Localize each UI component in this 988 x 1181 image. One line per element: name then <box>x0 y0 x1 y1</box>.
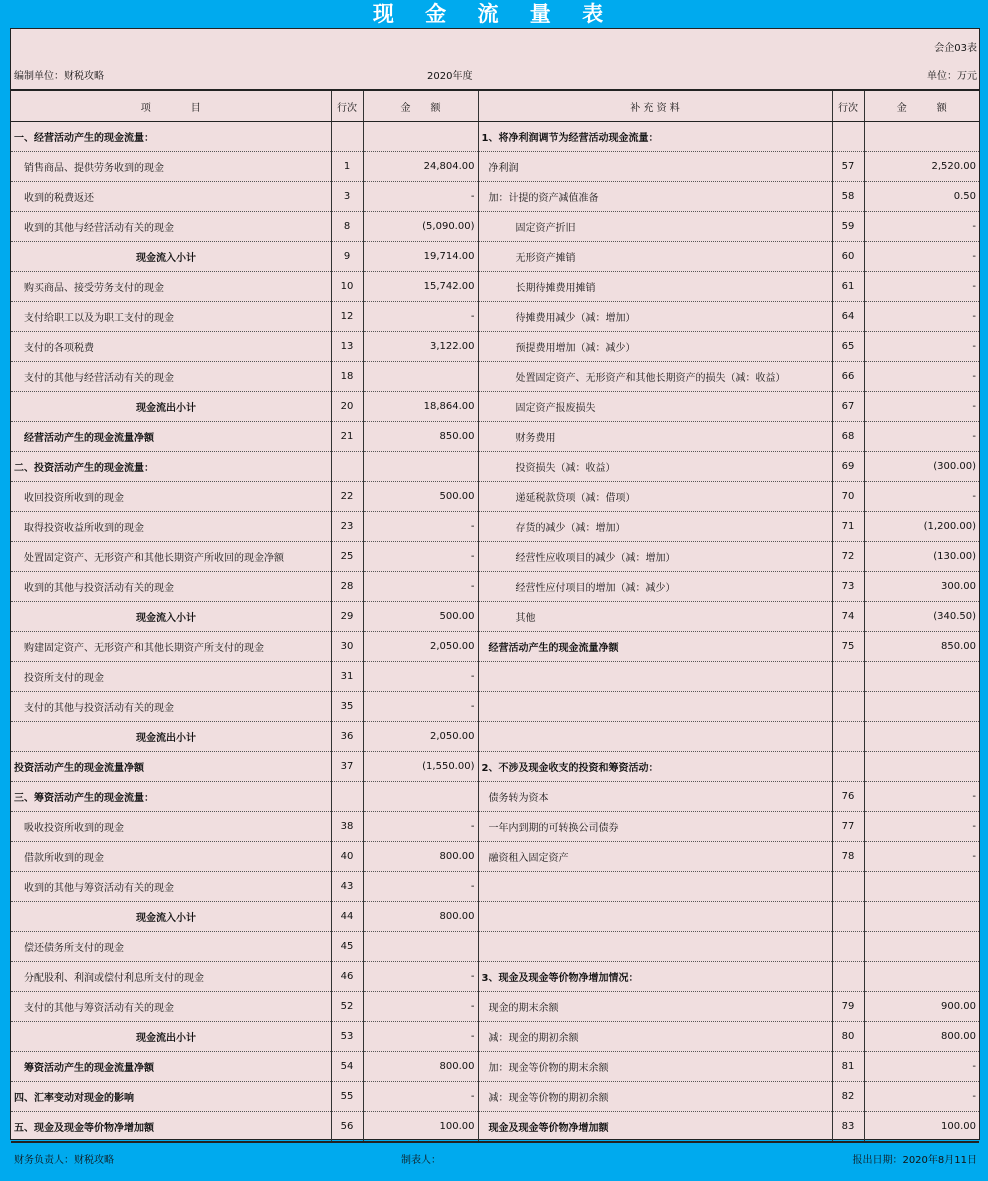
table-row <box>11 902 979 932</box>
table-row <box>11 212 979 242</box>
row-item: 筹资活动产生的现金流量净额 <box>11 1052 331 1082</box>
meta-row <box>11 67 979 83</box>
table-header-row <box>11 90 979 122</box>
row-amount <box>363 782 478 812</box>
footer-date: 报出日期：2020年8月11日 <box>852 1155 977 1166</box>
row-amount: - <box>363 872 478 902</box>
row-line: 29 <box>331 602 363 632</box>
row-line: 8 <box>331 212 363 242</box>
table-row <box>11 1112 979 1142</box>
row-supplement-amount: 100.00 <box>864 1112 979 1142</box>
header-amount: 金 额 <box>363 90 478 122</box>
row-supplement-line: 57 <box>832 152 864 182</box>
row-amount: - <box>363 992 478 1022</box>
unit-label: 单位：万元 <box>927 71 977 82</box>
row-item: 现金流入小计 <box>11 242 331 272</box>
table-row <box>11 1052 979 1082</box>
row-line: 37 <box>331 752 363 782</box>
row-amount: 800.00 <box>363 902 478 932</box>
row-supplement-amount: 300.00 <box>864 572 979 602</box>
row-supplement-amount: (1,200.00) <box>864 512 979 542</box>
row-item: 处置固定资产、无形资产和其他长期资产所收回的现金净额 <box>11 542 331 572</box>
row-supplement-item: 其他 <box>478 602 832 632</box>
row-item: 投资活动产生的现金流量净额 <box>11 752 331 782</box>
row-line: 35 <box>331 692 363 722</box>
row-supplement-item: 现金及现金等价物净增加额 <box>478 1112 832 1142</box>
row-amount: - <box>363 962 478 992</box>
header-line-right: 行次 <box>832 90 864 122</box>
row-supplement-amount: - <box>864 1052 979 1082</box>
row-amount: 18,864.00 <box>363 392 478 422</box>
row-supplement-line: 80 <box>832 1022 864 1052</box>
row-supplement-line: 58 <box>832 182 864 212</box>
row-supplement-line <box>832 932 864 962</box>
row-supplement-line: 77 <box>832 812 864 842</box>
row-line: 3 <box>331 182 363 212</box>
row-supplement-amount: (130.00) <box>864 542 979 572</box>
row-supplement-line <box>832 962 864 992</box>
row-line: 28 <box>331 572 363 602</box>
row-supplement-amount <box>864 932 979 962</box>
row-line: 54 <box>331 1052 363 1082</box>
row-item: 收到的其他与投资活动有关的现金 <box>11 572 331 602</box>
row-supplement-line <box>832 872 864 902</box>
row-supplement-item: 一年内到期的可转换公司债券 <box>478 812 832 842</box>
row-supplement-line <box>832 722 864 752</box>
row-item: 取得投资收益所收到的现金 <box>11 512 331 542</box>
row-amount: 19,714.00 <box>363 242 478 272</box>
row-supplement-amount: (340.50) <box>864 602 979 632</box>
table-row <box>11 482 979 512</box>
row-supplement-amount: - <box>864 302 979 332</box>
row-amount: 500.00 <box>363 482 478 512</box>
table-row <box>11 1022 979 1052</box>
row-line: 25 <box>331 542 363 572</box>
row-supplement-item <box>478 662 832 692</box>
row-item: 二、投资活动产生的现金流量： <box>11 452 331 482</box>
row-supplement-item: 财务费用 <box>478 422 832 452</box>
row-amount: - <box>363 572 478 602</box>
row-amount: 15,742.00 <box>363 272 478 302</box>
table-row <box>11 1082 979 1112</box>
period-label: 2020年度 <box>427 71 473 82</box>
row-supplement-item <box>478 932 832 962</box>
row-supplement-amount: - <box>864 842 979 872</box>
row-supplement-amount: - <box>864 212 979 242</box>
row-supplement-line: 68 <box>832 422 864 452</box>
row-item: 分配股利、利润或偿付利息所支付的现金 <box>11 962 331 992</box>
row-supplement-line <box>832 752 864 782</box>
row-item: 支付的其他与经营活动有关的现金 <box>11 362 331 392</box>
row-item: 现金流出小计 <box>11 722 331 752</box>
row-supplement-line: 78 <box>832 842 864 872</box>
row-amount <box>363 122 478 152</box>
row-supplement-amount: 0.50 <box>864 182 979 212</box>
row-amount: - <box>363 812 478 842</box>
row-line: 18 <box>331 362 363 392</box>
row-supplement-item <box>478 722 832 752</box>
row-line: 22 <box>331 482 363 512</box>
row-supplement-amount: - <box>864 362 979 392</box>
row-supplement-item: 3、现金及现金等价物净增加情况： <box>478 962 832 992</box>
row-line: 38 <box>331 812 363 842</box>
header-item: 项 目 <box>11 90 331 122</box>
row-amount: 800.00 <box>363 842 478 872</box>
table-row <box>11 422 979 452</box>
row-supplement-line: 83 <box>832 1112 864 1142</box>
page-title: 现 金 流 量 表 <box>372 1 616 26</box>
row-amount: 3,122.00 <box>363 332 478 362</box>
row-amount: - <box>363 662 478 692</box>
row-supplement-line <box>832 662 864 692</box>
table-row <box>11 392 979 422</box>
row-supplement-item: 固定资产报废损失 <box>478 392 832 422</box>
row-supplement-line: 75 <box>832 632 864 662</box>
row-supplement-amount: 2,520.00 <box>864 152 979 182</box>
row-supplement-item: 减：现金的期初余额 <box>478 1022 832 1052</box>
compiler-label: 编制单位：财税攻略 <box>14 71 104 82</box>
row-amount: - <box>363 182 478 212</box>
row-line: 40 <box>331 842 363 872</box>
row-supplement-item: 1、将净利润调节为经营活动现金流量： <box>478 122 832 152</box>
row-supplement-item: 固定资产折旧 <box>478 212 832 242</box>
row-supplement-line: 81 <box>832 1052 864 1082</box>
row-item: 偿还债务所支付的现金 <box>11 932 331 962</box>
row-supplement-line: 69 <box>832 452 864 482</box>
row-supplement-item: 存货的减少（减：增加） <box>478 512 832 542</box>
row-supplement-amount <box>864 692 979 722</box>
row-supplement-item: 待摊费用减少（减：增加） <box>478 302 832 332</box>
row-item: 收到的其他与经营活动有关的现金 <box>11 212 331 242</box>
row-supplement-line: 73 <box>832 572 864 602</box>
row-supplement-amount <box>864 662 979 692</box>
table-row <box>11 362 979 392</box>
row-supplement-amount: - <box>864 422 979 452</box>
row-line: 36 <box>331 722 363 752</box>
row-line: 10 <box>331 272 363 302</box>
row-supplement-item: 处置固定资产、无形资产和其他长期资产的损失（减：收益） <box>478 362 832 392</box>
header-line: 行次 <box>331 90 363 122</box>
row-supplement-line: 71 <box>832 512 864 542</box>
row-supplement-item <box>478 902 832 932</box>
row-amount: - <box>363 512 478 542</box>
row-supplement-item: 2、不涉及现金收支的投资和筹资活动： <box>478 752 832 782</box>
table-row <box>11 572 979 602</box>
row-line: 23 <box>331 512 363 542</box>
row-supplement-line <box>832 692 864 722</box>
row-amount <box>363 362 478 392</box>
row-amount: - <box>363 1022 478 1052</box>
row-amount <box>363 452 478 482</box>
row-item: 现金流出小计 <box>11 392 331 422</box>
table-row <box>11 812 979 842</box>
row-amount <box>363 932 478 962</box>
row-supplement-amount: - <box>864 482 979 512</box>
row-supplement-amount: - <box>864 1082 979 1112</box>
row-item: 经营活动产生的现金流量净额 <box>11 422 331 452</box>
row-supplement-amount: 850.00 <box>864 632 979 662</box>
row-amount: 800.00 <box>363 1052 478 1082</box>
table-row <box>11 962 979 992</box>
row-item: 吸收投资所收到的现金 <box>11 812 331 842</box>
table-row <box>11 242 979 272</box>
row-supplement-line: 60 <box>832 242 864 272</box>
table-row <box>11 932 979 962</box>
row-item: 三、筹资活动产生的现金流量： <box>11 782 331 812</box>
row-supplement-line: 65 <box>832 332 864 362</box>
row-supplement-line: 64 <box>832 302 864 332</box>
row-line: 55 <box>331 1082 363 1112</box>
row-supplement-item: 经营性应收项目的减少（减：增加） <box>478 542 832 572</box>
row-supplement-amount: - <box>864 242 979 272</box>
row-item: 现金流入小计 <box>11 602 331 632</box>
table-row <box>11 302 979 332</box>
row-amount: - <box>363 542 478 572</box>
row-line: 21 <box>331 422 363 452</box>
row-item: 借款所收到的现金 <box>11 842 331 872</box>
form-code-row <box>11 39 979 54</box>
table-row <box>11 512 979 542</box>
table-row <box>11 542 979 572</box>
row-supplement-line <box>832 122 864 152</box>
row-item: 四、汇率变动对现金的影响 <box>11 1082 331 1112</box>
row-supplement-item: 加：计提的资产减值准备 <box>478 182 832 212</box>
row-supplement-amount <box>864 122 979 152</box>
row-line: 52 <box>331 992 363 1022</box>
row-supplement-item: 融资租入固定资产 <box>478 842 832 872</box>
row-supplement-item: 递延税款贷项（减：借项） <box>478 482 832 512</box>
row-supplement-item: 现金的期末余额 <box>478 992 832 1022</box>
row-line: 56 <box>331 1112 363 1142</box>
row-item: 收到的税费返还 <box>11 182 331 212</box>
row-line: 1 <box>331 152 363 182</box>
row-supplement-amount: 800.00 <box>864 1022 979 1052</box>
row-line: 13 <box>331 332 363 362</box>
footer <box>11 1141 979 1171</box>
table-row <box>11 332 979 362</box>
row-supplement-line: 72 <box>832 542 864 572</box>
row-amount: - <box>363 692 478 722</box>
row-item: 五、现金及现金等价物净增加额 <box>11 1112 331 1142</box>
row-item: 支付的其他与投资活动有关的现金 <box>11 692 331 722</box>
row-amount: 500.00 <box>363 602 478 632</box>
row-supplement-amount <box>864 962 979 992</box>
table-row <box>11 842 979 872</box>
row-supplement-amount: - <box>864 812 979 842</box>
row-supplement-amount <box>864 872 979 902</box>
row-item: 支付的各项税费 <box>11 332 331 362</box>
table-row <box>11 152 979 182</box>
row-item: 投资所支付的现金 <box>11 662 331 692</box>
row-supplement-line: 66 <box>832 362 864 392</box>
table-row <box>11 992 979 1022</box>
header-amount-right: 金 额 <box>864 90 979 122</box>
row-amount: - <box>363 1082 478 1112</box>
row-supplement-item: 长期待摊费用摊销 <box>478 272 832 302</box>
row-supplement-item <box>478 872 832 902</box>
table-row <box>11 692 979 722</box>
row-supplement-line: 61 <box>832 272 864 302</box>
row-line: 44 <box>331 902 363 932</box>
row-line <box>331 782 363 812</box>
row-supplement-item: 投资损失（减：收益） <box>478 452 832 482</box>
row-amount: 850.00 <box>363 422 478 452</box>
row-supplement-amount <box>864 752 979 782</box>
row-amount: - <box>363 302 478 332</box>
row-amount: 100.00 <box>363 1112 478 1142</box>
row-supplement-item: 无形资产摊销 <box>478 242 832 272</box>
row-supplement-line: 59 <box>832 212 864 242</box>
row-line: 53 <box>331 1022 363 1052</box>
row-supplement-line: 70 <box>832 482 864 512</box>
row-line: 46 <box>331 962 363 992</box>
header-supplement: 补 充 资 料 <box>478 90 832 122</box>
row-supplement-line: 76 <box>832 782 864 812</box>
row-item: 销售商品、提供劳务收到的现金 <box>11 152 331 182</box>
row-supplement-item: 债务转为资本 <box>478 782 832 812</box>
table-row <box>11 182 979 212</box>
table-row <box>11 632 979 662</box>
row-line: 12 <box>331 302 363 332</box>
row-supplement-item: 净利润 <box>478 152 832 182</box>
table-row <box>11 602 979 632</box>
row-item: 一、经营活动产生的现金流量： <box>11 122 331 152</box>
row-item: 购买商品、接受劳务支付的现金 <box>11 272 331 302</box>
row-line <box>331 122 363 152</box>
row-supplement-item: 经营性应付项目的增加（减：减少） <box>478 572 832 602</box>
row-line: 43 <box>331 872 363 902</box>
row-amount: (1,550.00) <box>363 752 478 782</box>
row-supplement-line: 79 <box>832 992 864 1022</box>
row-amount: 24,804.00 <box>363 152 478 182</box>
row-item: 支付的其他与筹资活动有关的现金 <box>11 992 331 1022</box>
row-supplement-item: 经营活动产生的现金流量净额 <box>478 632 832 662</box>
row-item: 购建固定资产、无形资产和其他长期资产所支付的现金 <box>11 632 331 662</box>
row-supplement-amount <box>864 902 979 932</box>
cash-flow-table <box>11 89 979 1142</box>
table-row <box>11 782 979 812</box>
row-supplement-line: 74 <box>832 602 864 632</box>
row-supplement-line <box>832 902 864 932</box>
row-line: 20 <box>331 392 363 422</box>
row-line <box>331 452 363 482</box>
row-item: 收到的其他与筹资活动有关的现金 <box>11 872 331 902</box>
table-row <box>11 272 979 302</box>
row-amount: 2,050.00 <box>363 632 478 662</box>
row-item: 收回投资所收到的现金 <box>11 482 331 512</box>
row-supplement-amount <box>864 722 979 752</box>
row-line: 30 <box>331 632 363 662</box>
footer-preparer: 制表人： <box>401 1155 441 1166</box>
row-item: 现金流出小计 <box>11 1022 331 1052</box>
row-line: 31 <box>331 662 363 692</box>
row-supplement-item <box>478 692 832 722</box>
row-supplement-item: 加：现金等价物的期末余额 <box>478 1052 832 1082</box>
row-supplement-line: 82 <box>832 1082 864 1112</box>
table-row <box>11 122 979 152</box>
row-amount: (5,090.00) <box>363 212 478 242</box>
row-item: 支付给职工以及为职工支付的现金 <box>11 302 331 332</box>
table-row <box>11 752 979 782</box>
row-line: 45 <box>331 932 363 962</box>
table-row <box>11 872 979 902</box>
cash-flow-sheet <box>10 28 980 1166</box>
table-row <box>11 722 979 752</box>
row-line: 9 <box>331 242 363 272</box>
row-supplement-item: 减：现金等价物的期初余额 <box>478 1082 832 1112</box>
table-row <box>11 452 979 482</box>
row-supplement-amount: - <box>864 392 979 422</box>
row-supplement-item: 预提费用增加（减：减少） <box>478 332 832 362</box>
row-supplement-amount: - <box>864 272 979 302</box>
row-supplement-amount: 900.00 <box>864 992 979 1022</box>
row-supplement-amount: (300.00) <box>864 452 979 482</box>
row-amount: 2,050.00 <box>363 722 478 752</box>
form-code: 会企03表 <box>934 43 977 54</box>
row-item: 现金流入小计 <box>11 902 331 932</box>
row-supplement-line: 67 <box>832 392 864 422</box>
table-row <box>11 662 979 692</box>
footer-cfo: 财务负责人：财税攻略 <box>14 1155 114 1166</box>
row-supplement-amount: - <box>864 782 979 812</box>
row-supplement-amount: - <box>864 332 979 362</box>
